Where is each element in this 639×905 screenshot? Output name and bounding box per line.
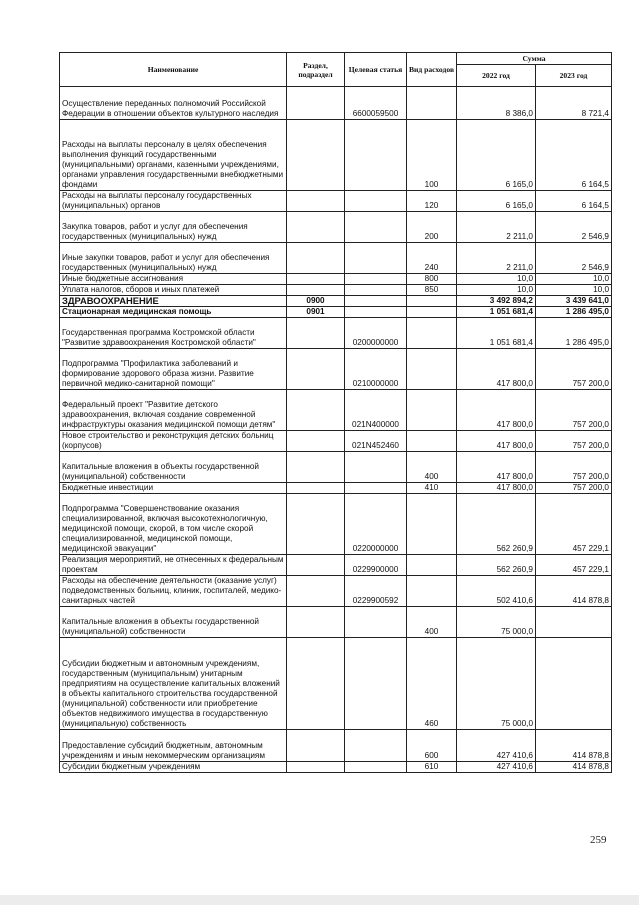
table-row [60, 296, 612, 307]
row-sum-2022: 417 800,0 [457, 349, 536, 390]
table-row [60, 730, 612, 762]
row-name: Федеральный проект "Развитие детского здравоохранения, включая создание современной инфраструктуры оказания медицинской помощи детям" [60, 390, 287, 431]
row-name: Новое строительство и реконструкция детских больниц (корпусов) [60, 431, 287, 452]
row-target [345, 274, 407, 285]
row-name: Субсидии бюджетным и автономным учреждениям, государственным (муниципальным) унитарным предприятиям на осуществление капитальных вложений в объекты капитального строительства государственной (муниципальной) собственности или приобретение объектов недвижимого имущества в государственную (муниципальную) собственность [60, 638, 287, 730]
table-row [60, 285, 612, 296]
row-type [407, 87, 457, 120]
row-name: Государственная программа Костромской области "Развитие здравоохранения Костромской области" [60, 318, 287, 349]
row-target: 0210000000 [345, 349, 407, 390]
header-2023: 2023 год [536, 65, 612, 87]
table-row [60, 576, 612, 607]
row-target [345, 296, 407, 307]
table-row [60, 191, 612, 212]
row-sum-2023: 10,0 [536, 285, 612, 296]
row-sum-2023 [536, 638, 612, 730]
row-name: Закупка товаров, работ и услуг для обеспечения государственных (муниципальных) нужд [60, 212, 287, 243]
row-sum-2022: 10,0 [457, 285, 536, 296]
row-sum-2022: 6 165,0 [457, 191, 536, 212]
row-target: 0200000000 [345, 318, 407, 349]
header-name: Наименование [60, 53, 287, 87]
table-row [60, 390, 612, 431]
row-type: 460 [407, 638, 457, 730]
row-type: 600 [407, 730, 457, 762]
row-section [287, 285, 345, 296]
row-section [287, 274, 345, 285]
row-type: 240 [407, 243, 457, 274]
header-sum: Сумма [457, 53, 612, 65]
row-section [287, 243, 345, 274]
row-sum-2023: 757 200,0 [536, 431, 612, 452]
row-name: Расходы на выплаты персоналу государственных (муниципальных) органов [60, 191, 287, 212]
table-row [60, 307, 612, 318]
row-sum-2022: 417 800,0 [457, 483, 536, 494]
row-name: Подпрограмма "Профилактика заболеваний и формирование здорового образа жизни. Развитие первичной медико-санитарной помощи" [60, 349, 287, 390]
row-section [287, 87, 345, 120]
row-name: Бюджетные инвестиции [60, 483, 287, 494]
row-section [287, 638, 345, 730]
row-type: 400 [407, 607, 457, 638]
row-sum-2023: 414 878,8 [536, 762, 612, 773]
row-sum-2023: 757 200,0 [536, 349, 612, 390]
row-target: 0220000000 [345, 494, 407, 555]
row-section [287, 390, 345, 431]
row-type: 120 [407, 191, 457, 212]
row-sum-2023: 2 546,9 [536, 243, 612, 274]
row-type: 850 [407, 285, 457, 296]
row-target [345, 762, 407, 773]
row-section [287, 762, 345, 773]
header-type: Вид расходов [407, 53, 457, 87]
row-sum-2022: 2 211,0 [457, 212, 536, 243]
table-row [60, 607, 612, 638]
table-row [60, 243, 612, 274]
row-sum-2023: 1 286 495,0 [536, 318, 612, 349]
row-name: Стационарная медицинская помощь [60, 307, 287, 318]
table-row [60, 555, 612, 576]
row-sum-2022: 417 800,0 [457, 452, 536, 483]
row-target [345, 730, 407, 762]
row-target: 0229900592 [345, 576, 407, 607]
row-name: Уплата налогов, сборов и иных платежей [60, 285, 287, 296]
row-section: 0901 [287, 307, 345, 318]
table-body [60, 87, 612, 773]
row-target [345, 191, 407, 212]
row-type [407, 431, 457, 452]
budget-table [59, 52, 612, 773]
row-type: 610 [407, 762, 457, 773]
row-section [287, 576, 345, 607]
row-sum-2023: 3 439 641,0 [536, 296, 612, 307]
row-target [345, 607, 407, 638]
row-sum-2023: 414 878,8 [536, 730, 612, 762]
row-section [287, 555, 345, 576]
row-section [287, 730, 345, 762]
row-section [287, 494, 345, 555]
row-sum-2023: 457 229,1 [536, 555, 612, 576]
header-section: Раздел, подраздел [287, 53, 345, 87]
row-sum-2023: 757 200,0 [536, 452, 612, 483]
row-target: 0229900000 [345, 555, 407, 576]
row-target: 6600059500 [345, 87, 407, 120]
row-name: Расходы на обеспечение деятельности (оказание услуг) подведомственных больниц, клиник, госпиталей, медико-санитарных частей [60, 576, 287, 607]
row-type [407, 318, 457, 349]
row-type [407, 555, 457, 576]
row-name: Капитальные вложения в объекты государственной (муниципальной) собственности [60, 607, 287, 638]
row-name: Осуществление переданных полномочий Российской Федерации в отношении объектов культурного наследия [60, 87, 287, 120]
row-sum-2022: 417 800,0 [457, 431, 536, 452]
row-target: 021N452460 [345, 431, 407, 452]
row-target [345, 638, 407, 730]
row-sum-2022: 417 800,0 [457, 390, 536, 431]
row-section [287, 452, 345, 483]
row-sum-2022: 427 410,6 [457, 762, 536, 773]
row-type [407, 307, 457, 318]
table-row [60, 120, 612, 191]
row-target [345, 483, 407, 494]
row-type: 800 [407, 274, 457, 285]
header-target: Целевая статья [345, 53, 407, 87]
row-section: 0900 [287, 296, 345, 307]
row-type: 100 [407, 120, 457, 191]
table-row [60, 638, 612, 730]
table-row [60, 349, 612, 390]
row-sum-2022: 427 410,6 [457, 730, 536, 762]
table-row [60, 318, 612, 349]
row-name: Капитальные вложения в объекты государственной (муниципальной) собственности [60, 452, 287, 483]
row-sum-2023: 414 878,8 [536, 576, 612, 607]
row-name: ЗДРАВООХРАНЕНИЕ [60, 296, 287, 307]
row-section [287, 212, 345, 243]
table-row [60, 762, 612, 773]
row-sum-2022: 502 410,6 [457, 576, 536, 607]
table-row [60, 431, 612, 452]
page-number: 259 [590, 834, 607, 846]
table-row [60, 87, 612, 120]
row-name: Субсидии бюджетным учреждениям [60, 762, 287, 773]
row-target [345, 452, 407, 483]
row-name: Иные бюджетные ассигнования [60, 274, 287, 285]
row-sum-2022: 2 211,0 [457, 243, 536, 274]
row-name: Реализация мероприятий, не отнесенных к федеральным проектам [60, 555, 287, 576]
row-target [345, 212, 407, 243]
row-sum-2023: 757 200,0 [536, 483, 612, 494]
row-type: 410 [407, 483, 457, 494]
scan-bottom-band [0, 895, 639, 905]
row-sum-2023: 457 229,1 [536, 494, 612, 555]
row-type: 400 [407, 452, 457, 483]
row-sum-2023: 6 164,5 [536, 120, 612, 191]
row-name: Предоставление субсидий бюджетным, автономным учреждениям и иным некоммерческим организациям [60, 730, 287, 762]
row-type [407, 576, 457, 607]
row-type [407, 494, 457, 555]
row-target [345, 243, 407, 274]
table-row [60, 212, 612, 243]
row-section [287, 349, 345, 390]
row-sum-2023: 8 721,4 [536, 87, 612, 120]
row-sum-2023: 757 200,0 [536, 390, 612, 431]
row-sum-2022: 562 260,9 [457, 555, 536, 576]
row-sum-2022: 75 000,0 [457, 638, 536, 730]
row-sum-2022: 562 260,9 [457, 494, 536, 555]
table-row [60, 452, 612, 483]
table-row [60, 494, 612, 555]
row-target [345, 307, 407, 318]
row-section [287, 318, 345, 349]
row-sum-2022: 8 386,0 [457, 87, 536, 120]
row-sum-2022: 6 165,0 [457, 120, 536, 191]
row-target [345, 120, 407, 191]
row-sum-2022: 1 051 681,4 [457, 318, 536, 349]
row-sum-2022: 1 051 681,4 [457, 307, 536, 318]
row-sum-2023: 10,0 [536, 274, 612, 285]
row-sum-2022: 75 000,0 [457, 607, 536, 638]
row-sum-2022: 3 492 894,2 [457, 296, 536, 307]
row-section [287, 191, 345, 212]
row-section [287, 483, 345, 494]
row-sum-2023 [536, 607, 612, 638]
table-header [60, 53, 612, 87]
row-section [287, 431, 345, 452]
row-name: Подпрограмма "Совершенствование оказания специализированной, включая высокотехнологичную, медицинской помощи, скорой, в том числе скорой специализированной, медицинской помощи, медицинской эвакуации" [60, 494, 287, 555]
row-type [407, 390, 457, 431]
row-sum-2023: 6 164,5 [536, 191, 612, 212]
header-2022: 2022 год [457, 65, 536, 87]
row-target [345, 285, 407, 296]
row-section [287, 120, 345, 191]
table-row [60, 274, 612, 285]
row-name: Расходы на выплаты персоналу в целях обеспечения выполнения функций государственными (муниципальными) органами, казенными учреждениями, органами управления государственными внебюджетными фондами [60, 120, 287, 191]
table-row [60, 483, 612, 494]
row-type [407, 349, 457, 390]
row-type: 200 [407, 212, 457, 243]
row-sum-2022: 10,0 [457, 274, 536, 285]
row-sum-2023: 1 286 495,0 [536, 307, 612, 318]
row-name: Иные закупки товаров, работ и услуг для обеспечения государственных (муниципальных) нужд [60, 243, 287, 274]
row-sum-2023: 2 546,9 [536, 212, 612, 243]
row-target: 021N400000 [345, 390, 407, 431]
row-section [287, 607, 345, 638]
row-type [407, 296, 457, 307]
